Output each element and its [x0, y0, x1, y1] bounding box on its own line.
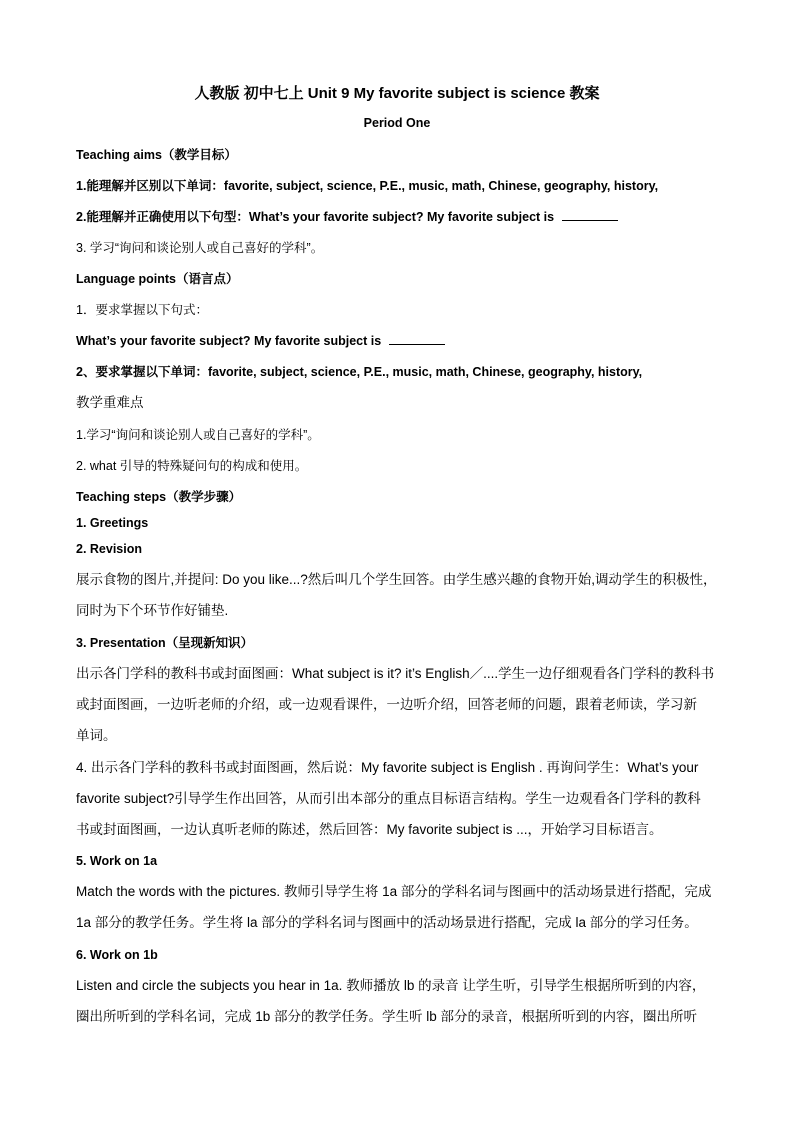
step-2-heading: 2. Revision	[76, 542, 142, 556]
step-4-text-line2: favorite subject?引导学生作出回答，从而引出本部分的重点目标语言结构。学生一边观看各门学科的教科	[76, 791, 701, 806]
step-5-text-line1: Match the words with the pictures. 教师引导学生将 1a 部分的学科名词与图画中的活动场景进行搭配，完成	[76, 884, 712, 899]
step-1-heading: 1. Greetings	[76, 516, 149, 530]
step-6-heading: 6. Work on 1b	[76, 948, 158, 962]
point-1-sentence-text: What’s your favorite subject? My favorite subject is	[76, 334, 382, 348]
period-subtitle: Period One	[363, 116, 431, 130]
difficulty-1: 1.学习“询问和谈论别人或自己喜好的学科”。	[76, 428, 320, 442]
fill-in-blank	[389, 343, 445, 345]
difficulty-2: 2. what 引导的特殊疑问句的构成和使用。	[76, 459, 308, 473]
aim-3: 3. 学习“询问和谈论别人或自己喜好的学科”。	[76, 241, 324, 255]
aim-1: 1.能理解并区别以下单词：favorite, subject, science, P.E., music, math, Chinese, geography, history,	[76, 179, 659, 193]
step-3-text-line3: 单词。	[76, 728, 117, 743]
step-2-text-line2: 同时为下个环节作好铺垫.	[76, 603, 229, 618]
step-6-text-line2: 圈出所听到的学科名词，完成 1b 部分的教学任务。学生听 lb 部分的录音，根据所听到的内容，圈出所听	[76, 1009, 698, 1024]
point-1: 1．要求掌握以下句式：	[76, 303, 208, 317]
step-6-text-line1: Listen and circle the subjects you hear in 1a. 教师播放 lb 的录音 让学生听，引导学生根据所听到的内容，	[76, 978, 706, 993]
aim-2	[76, 208, 726, 226]
step-3-text-line1: 出示各门学科的教科书或封面图画：What subject is it? it’s English／....学生一边仔细观看各门学科的教科书	[76, 666, 715, 681]
document-title: 人教版 初中七上 Unit 9 My favorite subject is science 教案	[194, 85, 600, 102]
point-2: 2、要求掌握以下单词：favorite, subject, science, P.E., music, math, Chinese, geography, history,	[76, 365, 643, 379]
step-4-text-line3: 书或封面图画，一边认真听老师的陈述，然后回答：My favorite subject is ...，开始学习目标语言。	[76, 822, 663, 837]
step-3-heading: 3. Presentation（呈现新知识）	[76, 636, 254, 650]
step-5-text-line2: 1a 部分的教学任务。学生将 la 部分的学科名词与图画中的活动场景进行搭配，完成 la 部分的学习任务。	[76, 915, 698, 930]
section-heading-key-difficulties: 教学重难点	[76, 395, 144, 410]
step-5-heading: 5. Work on 1a	[76, 854, 158, 868]
step-2-text-line1: 展示食物的图片,并提问: Do you like...?然后叫几个学生回答。由学生感兴趣的食物开始,调动学生的积极性，	[76, 572, 717, 587]
fill-in-blank	[562, 219, 618, 221]
step-3-text-line2: 或封面图画，一边听老师的介绍，或一边观看课件，一边听介绍，回答老师的问题，跟着老师读，学习新	[76, 697, 697, 712]
point-1-sentence	[76, 332, 726, 350]
step-4-text-line1: 4. 出示各门学科的教科书或封面图画，然后说：My favorite subject is English . 再询问学生：What’s your	[76, 760, 699, 775]
section-heading-teaching-aims: Teaching aims（教学目标）	[76, 148, 237, 162]
aim-2-text: 2.能理解并正确使用以下句型：What’s your favorite subject? My favorite subject is	[76, 210, 555, 224]
section-heading-language-points: Language points（语言点）	[76, 272, 239, 286]
section-heading-teaching-steps: Teaching steps（教学步骤）	[76, 490, 242, 504]
